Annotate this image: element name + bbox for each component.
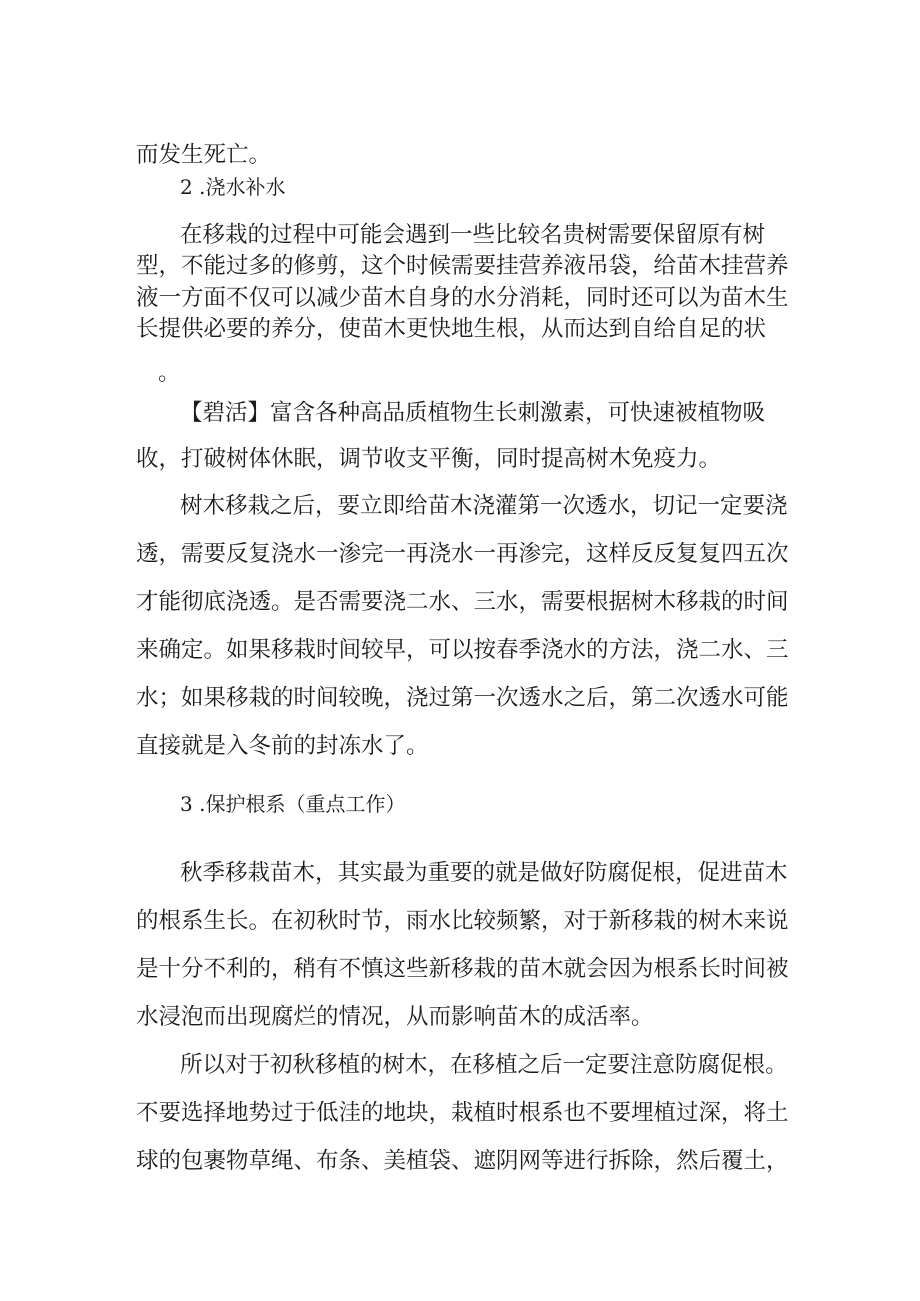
text-line: 球的包裹物草绳、布条、美植袋、遮阴网等进行拆除，然后覆土，	[136, 1148, 789, 1174]
text-line: 才能彻底浇透。是否需要浇二水、三水，需要根据树木移栽的时间	[136, 589, 789, 615]
text-line: 水；如果移栽的时间较晚，浇过第一次透水之后，第二次透水可能	[136, 685, 789, 711]
text-line: 秋季移栽苗木，其实最为重要的就是做好防腐促根，促进苗木	[180, 860, 788, 886]
text-line: 在移栽的过程中可能会遇到一些比较名贵树需要保留原有树	[180, 222, 766, 248]
text-line: 来确定。如果移栽时间较早，可以按春季浇水的方法，浇二水、三	[136, 637, 789, 663]
text-line: 长提供必要的养分，使苗木更快地生根，从而达到自给自足的状	[136, 316, 767, 342]
text-line: 是十分不利的，稍有不慎这些新移栽的苗木就会因为根系长时间被	[136, 956, 789, 982]
text-line: 而发生死亡。	[136, 142, 272, 168]
text-line: 收，打破树体休眠，调节收支平衡，同时提高树木免疫力。	[136, 446, 722, 472]
text-line: 液一方面不仅可以减少苗木自身的水分消耗，同时还可以为苗木生	[136, 285, 789, 311]
text-line: 的根系生长。在初秋时节，雨水比较频繁，对于新移栽的树木来说	[136, 908, 789, 934]
text-line: 不要选择地势过于低洼的地块，栽植时根系也不要埋植过深，将土	[136, 1100, 789, 1126]
section-heading: 3 .保护根系（重点工作）	[180, 792, 406, 816]
text-line: 【碧活】富含各种高品质植物生长刺激素，可快速被植物吸	[180, 400, 766, 426]
text-line: 直接就是入冬前的封冻水了。	[136, 733, 429, 759]
text-line: 所以对于初秋移植的树木，在移植之后一定要注意防腐促根。	[180, 1052, 788, 1078]
text-line: 透，需要反复浇水一渗完一再浇水一再渗完，这样反反复复四五次	[136, 541, 789, 567]
text-line: 型，不能过多的修剪，这个时候需要挂营养液吊袋，给苗木挂营养	[136, 253, 789, 279]
text-line: 水浸泡而出现腐烂的情况，从而影响苗木的成活率。	[136, 1004, 654, 1030]
text-line: 。	[158, 360, 181, 386]
section-heading: 2 .浇水补水	[180, 175, 286, 199]
text-line: 树木移栽之后，要立即给苗木浇灌第一次透水，切记一定要浇	[180, 493, 788, 519]
